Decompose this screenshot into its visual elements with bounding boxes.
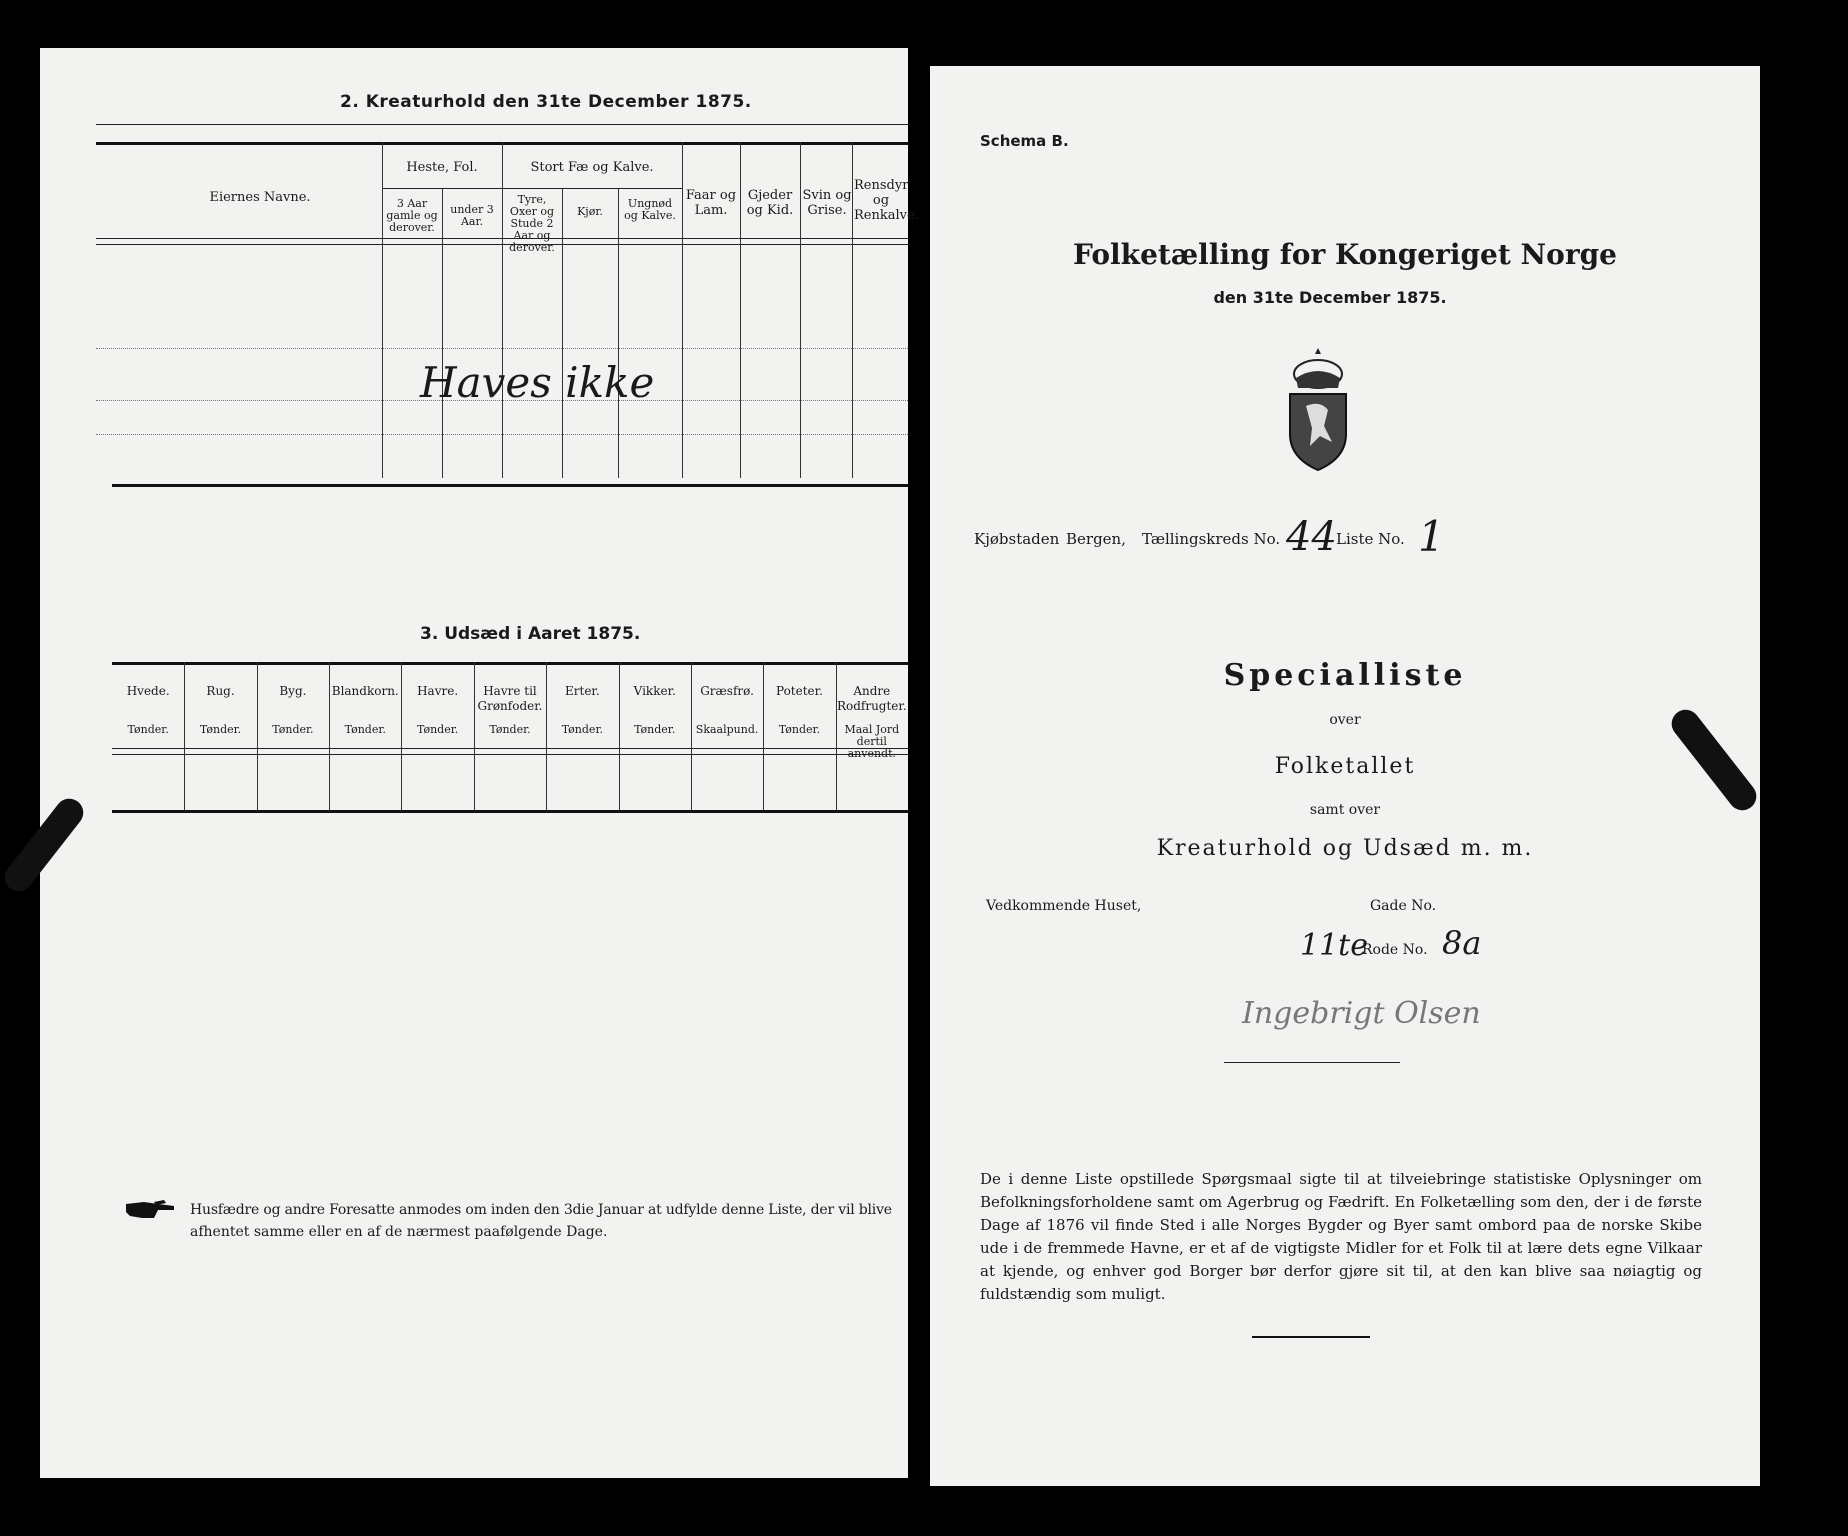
heste-sub-1: 3 Aar gamle og derover.	[386, 197, 438, 234]
vedkommende-label: Vedkommende Huset,	[986, 898, 1142, 914]
gjeder-header: Gjeder og Kid.	[746, 188, 794, 218]
right-page	[930, 66, 1760, 1486]
udsaed-col-unit: Tønder.	[127, 723, 169, 736]
left-page	[40, 48, 919, 1478]
kreds-value: 44	[1286, 514, 1337, 560]
over-text: over	[1329, 712, 1361, 728]
liste-value: 1	[1418, 512, 1445, 561]
main-date: den 31te December 1875.	[1213, 288, 1447, 307]
udsaed-col-unit: Skaalpund.	[695, 723, 759, 736]
udsaed-col-name: Hvede.	[126, 684, 170, 698]
udsaed-col-name: Poteter.	[775, 684, 823, 698]
main-title: Folketælling for Kongeriget Norge	[1073, 238, 1617, 271]
udsaed-col-unit: Tønder.	[199, 723, 242, 736]
rode-value: 11te	[1300, 928, 1368, 963]
udsaed-col-unit: Tønder.	[778, 723, 821, 736]
udsaed-col-name: Græsfrø.	[700, 684, 754, 698]
section3-title: 3. Udsæd i Aaret 1875.	[420, 624, 641, 644]
stort-header: Stort Fæ og Kalve.	[530, 160, 654, 175]
udsaed-col-name: Havre til Grønfoder.	[477, 684, 543, 713]
udsaed-col-name: Andre Rodfrugter.	[836, 684, 907, 713]
kjobstaden-label: Kjøbstaden	[974, 530, 1060, 548]
folketallet-text: Folketallet	[1274, 754, 1416, 779]
samt-over-text: samt over	[1309, 802, 1381, 818]
explanation-paragraph: De i denne Liste opstillede Spørgsmaal sigte til at tilveiebringe statistiske Oplysninger om Befolkningsforholdene samt om Agerbrug og Fædrift. En Folketælling som den, der i de første Dage af 1876 vil finde Sted i alle Norges Bygder og Byer samt ombord paa de norske Skibe ude i de fremmede Havne, er et af de vigtigste Midler for et Folk til at lære dets egne Vilkaar at kjende, og enhver god Borger bør derfor gjøre sit til, at den kan blive saa nøiagtig og fuldstændig som muligt.	[980, 1170, 1702, 1303]
udsaed-col-name: Erter.	[565, 684, 600, 698]
heste-sub-2: under 3 Aar.	[450, 203, 494, 228]
norway-coat-of-arms	[1280, 346, 1356, 476]
rensdyr-header: Rensdyr og Renkalve.	[854, 178, 919, 223]
udsaed-col-unit: Tønder.	[561, 723, 603, 736]
kreatur-line: Kreaturhold og Udsæd m. m.	[1156, 836, 1534, 861]
rode-number: 8a	[1442, 924, 1482, 962]
rode-label: Rode No.	[1362, 942, 1428, 958]
udsaed-col-unit: Tønder.	[634, 723, 676, 736]
owner-col-header: Eiernes Navne.	[209, 190, 311, 205]
schema-label: Schema B.	[980, 132, 1069, 150]
gade-label: Gade No.	[1370, 898, 1437, 914]
pointing-hand-icon	[124, 1198, 176, 1226]
udsaed-col-name: Byg.	[279, 684, 307, 698]
udsaed-col-name: Blandkorn.	[331, 684, 399, 698]
location-line	[974, 512, 1734, 564]
special-title: Specialliste	[1223, 658, 1467, 693]
kreds-label: Tællingskreds No.	[1142, 530, 1281, 548]
udsaed-col-unit: Tønder.	[344, 723, 386, 736]
handwritten-entry: Haves ikke	[420, 358, 655, 407]
notice-line-2: afhentet samme eller en af de nærmest paafølgende Dage.	[190, 1224, 608, 1240]
udsaed-col-name: Vikker.	[633, 684, 676, 698]
section2-title: 2. Kreaturhold den 31te December 1875.	[340, 92, 752, 112]
udsaed-col-unit: Tønder.	[416, 723, 459, 736]
udsaed-col-name: Rug.	[206, 684, 235, 698]
faar-header: Faar og Lam.	[685, 188, 737, 218]
svin-header: Svin og Grise.	[802, 188, 852, 218]
kjobstaden-value: Bergen,	[1066, 530, 1126, 548]
notice-line-1: Husfædre og andre Foresatte anmodes om inden den 3die Januar at udfylde denne Liste, der vil blive	[190, 1202, 892, 1218]
udsaed-col-unit: Tønder.	[272, 723, 314, 736]
stort-sub-1: Tyre, Oxer og Stude 2 Aar og derover.	[509, 193, 555, 254]
stort-sub-3: Ungnød og Kalve.	[624, 197, 676, 222]
owner-signature: Ingebrigt Olsen	[1242, 996, 1481, 1031]
udsaed-col-unit: Maal Jord dertil anvendt.	[844, 723, 900, 760]
heste-header: Heste, Fol.	[406, 160, 478, 175]
liste-label: Liste No.	[1336, 530, 1405, 548]
udsaed-col-unit: Tønder.	[489, 723, 531, 736]
stort-sub-2: Kjør.	[577, 205, 603, 218]
udsaed-col-name: Havre.	[417, 684, 459, 698]
